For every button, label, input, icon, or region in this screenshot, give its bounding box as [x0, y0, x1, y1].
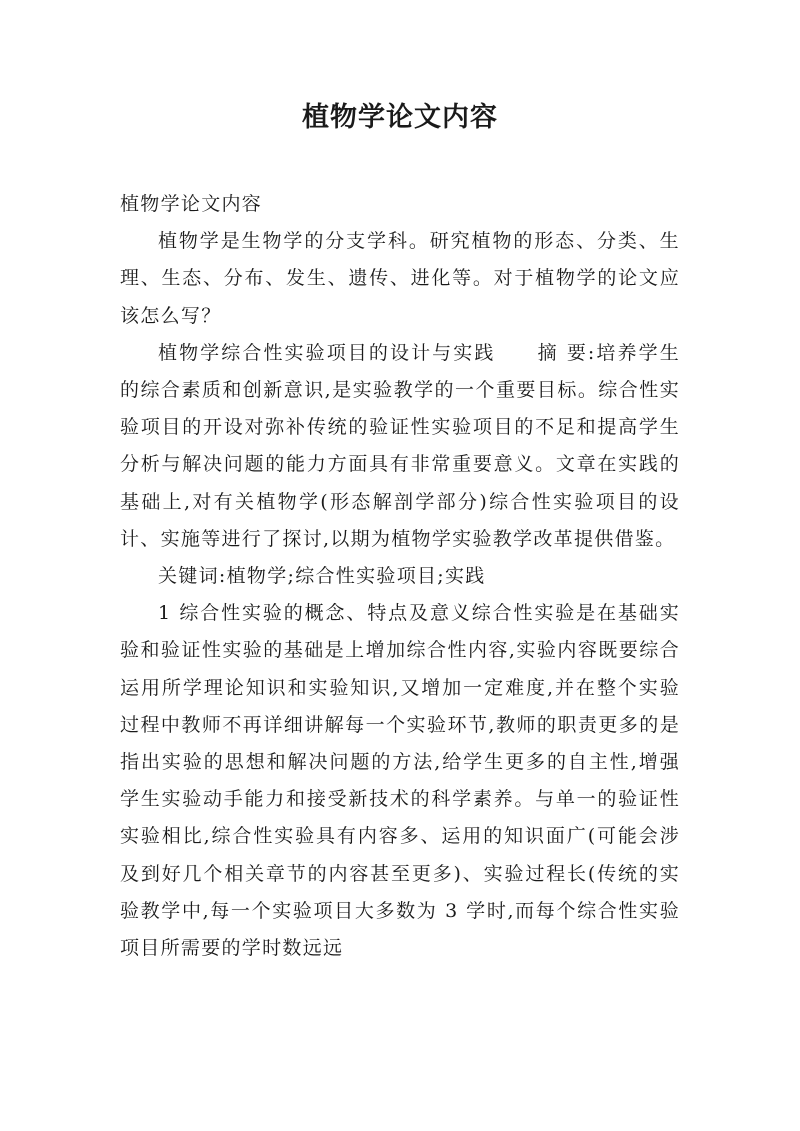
paragraph-section-1: 1 综合性实验的概念、特点及意义综合性实验是在基础实验和验证性实验的基础是上增加综合性内容,实验内容既要综合运用所学理论知识和实验知识,又增加一定难度,并在整个实验过程中教师不再详细讲解每一个实验环节,教师的职责更多的是指出实验的思想和解决问题的方法,给学生更多的自主性,增强学生实验动手能力和接受新技术的科学素养。与单一的验证性实验相比,综合性实验具有内容多、运用的知识面广(可能会涉及到好几个相关章节的内容甚至更多)、实验过程长(传统的实验教学中,每一个实验项目大多数为 3 学时,而每个综合性实验项目所需要的学时数远远: [120, 602, 680, 960]
paragraph-keywords: 关键词:植物学;综合性实验项目;实践: [158, 565, 486, 588]
paragraph-intro: 植物学是生物学的分支学科。研究植物的形态、分类、生理、生态、分布、发生、遗传、进化等。对于植物学的论文应该怎么写？: [120, 230, 680, 327]
document-title: 植物学论文内容: [302, 102, 498, 133]
paragraph-heading: 植物学论文内容: [120, 193, 263, 215]
document-body: [120, 186, 680, 967]
paragraph-abstract: 植物学综合性实验项目的设计与实践 摘 要:培养学生的综合素质和创新意识,是实验教学的一个重要目标。综合性实验项目的开设对弥补传统的验证性实验项目的不足和提高学生分析与解决问题的能力方面具有非常重要意义。文章在实践的基础上,对有关植物学(形态解剖学部分)综合性实验项目的设计、实施等进行了探讨,以期为植物学实验教学改革提供借鉴。: [120, 341, 680, 550]
